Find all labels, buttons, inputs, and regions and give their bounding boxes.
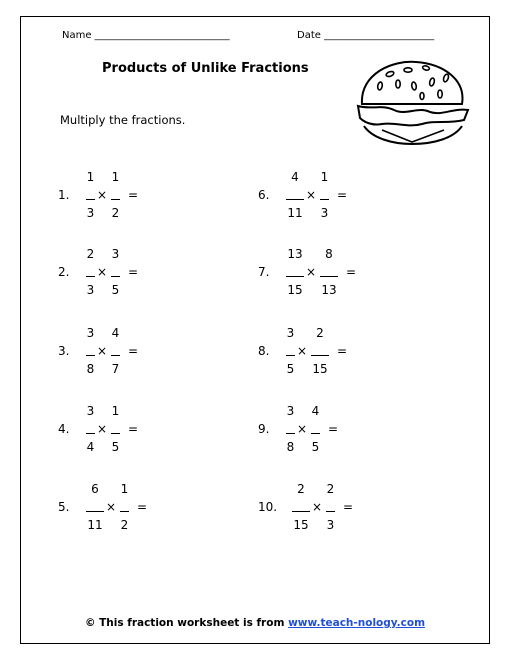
- fraction-b-numerator: 1: [111, 404, 120, 418]
- fraction-a-numerator: 2: [297, 482, 305, 496]
- worksheet-title: Products of Unlike Fractions: [102, 61, 309, 76]
- fraction-b-bar: [111, 355, 120, 356]
- equals-sign: =: [343, 500, 354, 514]
- multiply-sign: ×: [97, 265, 108, 279]
- footer-text: © This fraction worksheet is from: [84, 617, 289, 629]
- equals-sign: =: [128, 265, 139, 279]
- fraction-a-denominator: 5: [286, 362, 295, 376]
- fraction-b-bar: [320, 276, 338, 277]
- fraction-a-bar: [86, 433, 95, 434]
- multiply-sign: ×: [297, 422, 308, 436]
- fraction-a-numerator: 3: [286, 326, 295, 340]
- name-field-label: Name ___________________________: [62, 30, 230, 41]
- equals-sign: =: [128, 188, 139, 202]
- fraction-a-bar: [86, 276, 95, 277]
- problem-number: 3.: [58, 344, 70, 358]
- fraction-b-bar: [111, 433, 120, 434]
- problem-number: 2.: [58, 265, 70, 279]
- fraction-b-bar: [326, 511, 335, 512]
- fraction-b-bar: [311, 433, 320, 434]
- fraction-b-bar: [111, 276, 120, 277]
- fraction-a-numerator: 4: [291, 170, 299, 184]
- problem-number: 6.: [258, 188, 270, 202]
- fraction-b-denominator: 2: [111, 206, 120, 220]
- fraction-b-denominator: 7: [111, 362, 120, 376]
- multiply-sign: ×: [306, 188, 317, 202]
- fraction-a-numerator: 2: [86, 247, 95, 261]
- fraction-a-denominator: 8: [86, 362, 95, 376]
- problem-number: 4.: [58, 422, 70, 436]
- fraction-a-denominator: 3: [86, 283, 95, 297]
- equals-sign: =: [128, 422, 139, 436]
- fraction-a-bar: [86, 355, 95, 356]
- fraction-b-numerator: 1: [120, 482, 129, 496]
- equals-sign: =: [328, 422, 339, 436]
- footer-credit: [0, 617, 510, 629]
- multiply-sign: ×: [297, 344, 308, 358]
- fraction-a-numerator: 3: [286, 404, 295, 418]
- fraction-b-denominator: 3: [320, 206, 329, 220]
- fraction-a-denominator: 15: [293, 518, 309, 532]
- hamburger-icon: [352, 54, 474, 148]
- problem-number: 8.: [258, 344, 270, 358]
- fraction-b-denominator: 13: [321, 283, 337, 297]
- fraction-b-bar: [320, 199, 329, 200]
- fraction-b-numerator: 3: [111, 247, 120, 261]
- instructions: Multiply the fractions.: [60, 113, 186, 127]
- fraction-b-numerator: 1: [320, 170, 329, 184]
- fraction-b-denominator: 5: [111, 283, 120, 297]
- fraction-a-bar: [286, 276, 304, 277]
- fraction-a-numerator: 6: [91, 482, 99, 496]
- fraction-b-denominator: 2: [120, 518, 129, 532]
- fraction-a-denominator: 4: [86, 440, 95, 454]
- fraction-a-bar: [86, 511, 104, 512]
- problem-number: 5.: [58, 500, 70, 514]
- problem-number: 9.: [258, 422, 270, 436]
- fraction-a-denominator: 11: [87, 518, 103, 532]
- multiply-sign: ×: [97, 188, 108, 202]
- multiply-sign: ×: [97, 344, 108, 358]
- equals-sign: =: [128, 344, 139, 358]
- fraction-b-bar: [311, 355, 329, 356]
- date-field-label: Date ______________________: [297, 30, 435, 41]
- fraction-b-bar: [120, 511, 129, 512]
- problem-number: 1.: [58, 188, 70, 202]
- multiply-sign: ×: [312, 500, 323, 514]
- fraction-a-bar: [86, 199, 95, 200]
- fraction-a-bar: [286, 355, 295, 356]
- fraction-b-numerator: 1: [111, 170, 120, 184]
- fraction-a-denominator: 11: [287, 206, 303, 220]
- fraction-b-numerator: 2: [316, 326, 324, 340]
- multiply-sign: ×: [97, 422, 108, 436]
- fraction-a-bar: [292, 511, 310, 512]
- fraction-a-denominator: 8: [286, 440, 295, 454]
- fraction-b-numerator: 4: [311, 404, 320, 418]
- fraction-a-denominator: 3: [86, 206, 95, 220]
- footer-link[interactable]: www.teach-nology.com: [288, 617, 426, 629]
- equals-sign: =: [337, 188, 348, 202]
- fraction-b-denominator: 3: [326, 518, 335, 532]
- equals-sign: =: [137, 500, 148, 514]
- fraction-a-numerator: 3: [86, 326, 95, 340]
- fraction-b-numerator: 2: [326, 482, 335, 496]
- equals-sign: =: [346, 265, 357, 279]
- fraction-a-denominator: 15: [287, 283, 303, 297]
- fraction-b-bar: [111, 199, 120, 200]
- fraction-a-bar: [286, 433, 295, 434]
- multiply-sign: ×: [306, 265, 317, 279]
- multiply-sign: ×: [106, 500, 117, 514]
- problem-number: 10.: [258, 500, 278, 514]
- fraction-b-numerator: 8: [325, 247, 333, 261]
- fraction-b-denominator: 15: [312, 362, 328, 376]
- fraction-a-numerator: 1: [86, 170, 95, 184]
- fraction-a-numerator: 3: [86, 404, 95, 418]
- problem-number: 7.: [258, 265, 270, 279]
- equals-sign: =: [337, 344, 348, 358]
- fraction-b-denominator: 5: [311, 440, 320, 454]
- fraction-b-denominator: 5: [111, 440, 120, 454]
- fraction-a-numerator: 13: [287, 247, 303, 261]
- fraction-b-numerator: 4: [111, 326, 120, 340]
- fraction-a-bar: [286, 199, 304, 200]
